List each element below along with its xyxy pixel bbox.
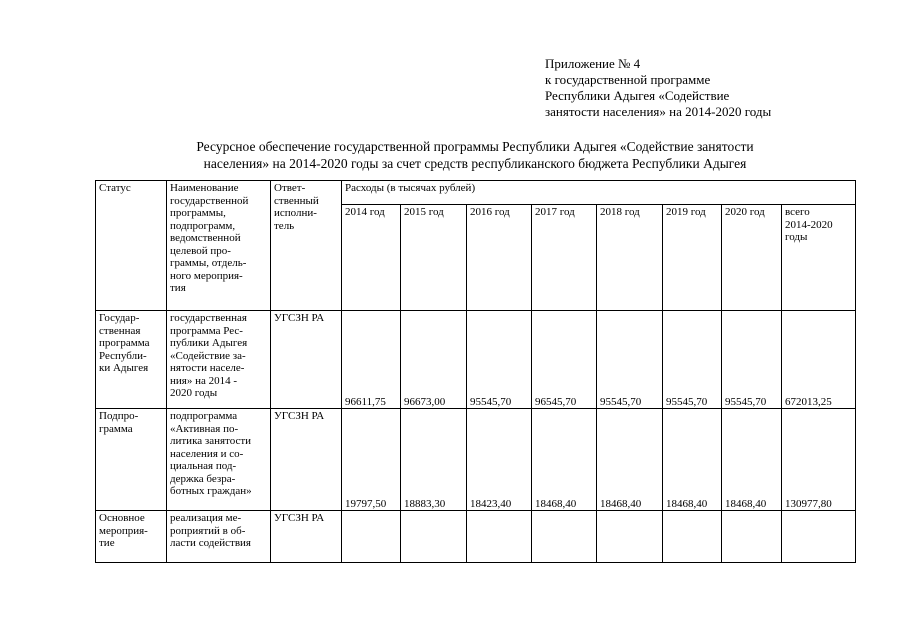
row-name: реализация ме- роприятий в об- ласти содействия [167, 511, 271, 563]
title-line: Ресурсное обеспечение государственной программы Республики Адыгея «Содействие занятости [196, 139, 754, 154]
table-row [96, 311, 856, 409]
table-row [96, 409, 856, 511]
row-executor: УГСЗН РА [271, 511, 342, 563]
row-name: подпрограмма «Активная по- литика занятости населения и со- циальная под- держка безра- ботных граждан» [167, 409, 271, 511]
document-title [130, 138, 820, 172]
row-status: Государ- ственная программа Республи- ки Адыгея [96, 311, 167, 409]
row-status: Подпро- грамма [96, 409, 167, 511]
header-row [96, 181, 856, 205]
row-value [782, 511, 856, 563]
row-value [342, 511, 401, 563]
row-value [663, 511, 722, 563]
appendix-line: занятости населения» на 2014-2020 годы [545, 104, 772, 119]
row-executor: УГСЗН РА [271, 409, 342, 511]
row-value [401, 511, 467, 563]
row-value: 18468,40 [597, 409, 663, 511]
row-value [722, 511, 782, 563]
row-value: 18468,40 [663, 409, 722, 511]
row-value [597, 511, 663, 563]
appendix-line: Республики Адыгея «Содействие [545, 88, 730, 103]
row-value: 96545,70 [532, 311, 597, 409]
header-status: Статус [96, 181, 167, 311]
header-year: 2018 год [597, 205, 663, 311]
header-year: 2017 год [532, 205, 597, 311]
row-executor: УГСЗН РА [271, 311, 342, 409]
header-year: 2020 год [722, 205, 782, 311]
header-year: 2015 год [401, 205, 467, 311]
appendix-line: к государственной программе [545, 72, 711, 87]
header-expenses: Расходы (в тысячах рублей) [342, 181, 856, 205]
header-executor: Ответ- ственный исполни- тель [271, 181, 342, 311]
row-value: 18468,40 [532, 409, 597, 511]
row-value: 95545,70 [722, 311, 782, 409]
header-year: 2016 год [467, 205, 532, 311]
table-row [96, 511, 856, 563]
header-total: всего 2014-2020 годы [782, 205, 856, 311]
row-value: 95545,70 [597, 311, 663, 409]
resource-table [95, 180, 856, 563]
title-line: населения» на 2014-2020 годы за счет средств республиканского бюджета Республики Адыгея [203, 156, 747, 171]
row-value: 95545,70 [467, 311, 532, 409]
header-year: 2019 год [663, 205, 722, 311]
row-value [467, 511, 532, 563]
row-value: 96673,00 [401, 311, 467, 409]
appendix-block [545, 56, 771, 120]
row-name: государственная программа Рес- публики Адыгея «Содействие за- нятости населе- ния» на 2014 - 2020 годы [167, 311, 271, 409]
row-value: 19797,50 [342, 409, 401, 511]
row-value: 18883,30 [401, 409, 467, 511]
row-value: 18423,40 [467, 409, 532, 511]
row-value: 18468,40 [722, 409, 782, 511]
row-value: 96611,75 [342, 311, 401, 409]
header-year: 2014 год [342, 205, 401, 311]
row-value: 95545,70 [663, 311, 722, 409]
row-status: Основное мероприя- тие [96, 511, 167, 563]
appendix-line: Приложение № 4 [545, 56, 641, 71]
row-value: 130977,80 [782, 409, 856, 511]
header-name: Наименование государственной программы, подпрограмм, ведомственной целевой про- граммы, отдель- ного мероприя- тия [167, 181, 271, 311]
row-value [532, 511, 597, 563]
row-value: 672013,25 [782, 311, 856, 409]
